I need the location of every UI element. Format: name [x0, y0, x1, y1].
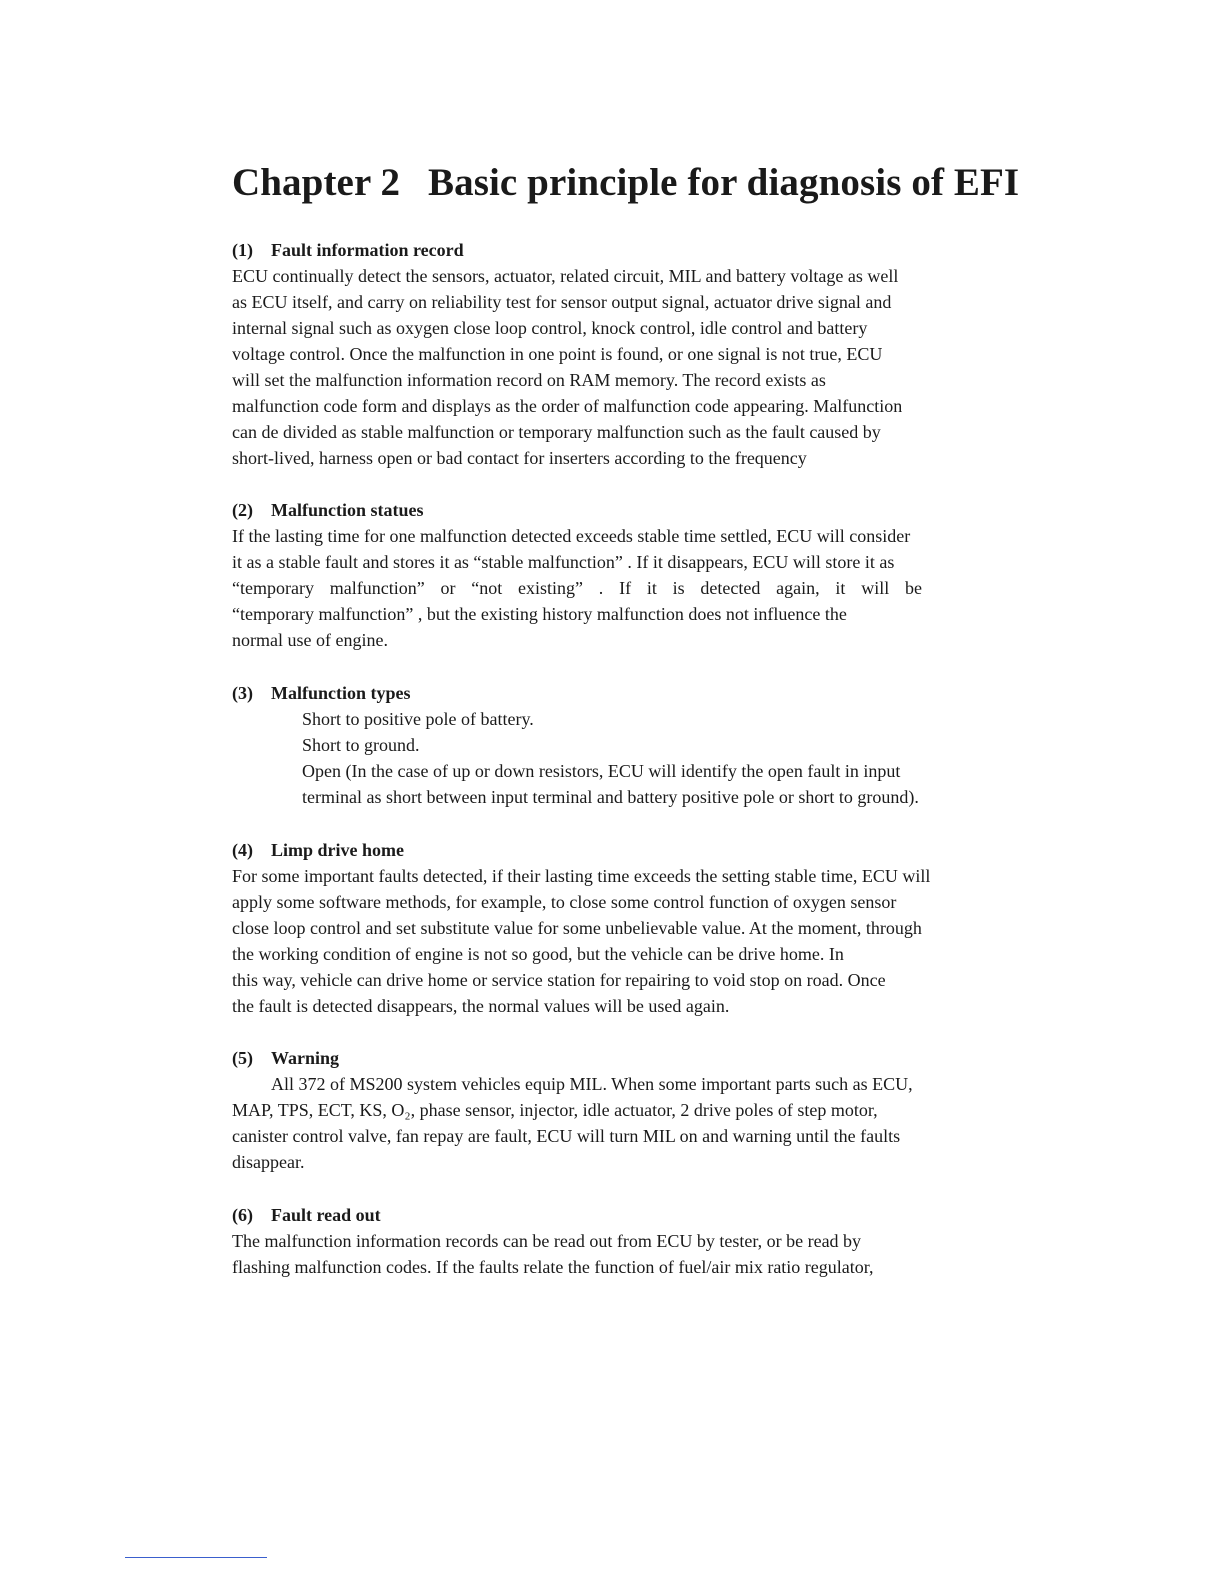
paragraph-line: normal use of engine.: [232, 630, 388, 650]
section-title: Malfunction statues: [271, 500, 424, 520]
paragraph-line: this way, vehicle can drive home or service station for repairing to void stop on road. Once: [232, 970, 886, 990]
paragraph-line: it as a stable fault and stores it as “stable malfunction” . If it disappears, ECU will store it as: [232, 552, 895, 572]
footnote-separator: [125, 1557, 267, 1558]
paragraph-line: “temporary malfunction” or “not existing” . If it is detected again, it will be: [232, 578, 922, 598]
paragraph-line: The malfunction information records can be read out from ECU by tester, or be read by: [232, 1231, 862, 1251]
page-body: [232, 0, 1020, 1584]
paragraph-line: malfunction code form and displays as the order of malfunction code appearing. Malfunction: [232, 396, 903, 416]
section-heading: [232, 237, 1012, 263]
section-title: Limp drive home: [271, 840, 404, 860]
paragraph-line: MAP, TPS, ECT, KS, O₂, phase sensor, injector, idle actuator, 2 drive poles of step motor,: [232, 1100, 878, 1120]
section-title: Malfunction types: [271, 683, 411, 703]
section-number: (4): [232, 840, 253, 860]
paragraph-line: will set the malfunction information record on RAM memory. The record exists as: [232, 370, 826, 390]
section-number: (6): [232, 1205, 253, 1225]
chapter-number: Chapter 2: [232, 161, 401, 204]
list-item: terminal as short between input terminal and battery positive pole or short to ground).: [302, 787, 919, 807]
paragraph-line: disappear.: [232, 1152, 305, 1172]
section-malfunction-types: [232, 680, 1012, 810]
section-number: (5): [232, 1048, 253, 1068]
paragraph-line: the working condition of engine is not so good, but the vehicle can be drive home. In: [232, 944, 844, 964]
paragraph-line: voltage control. Once the malfunction in one point is found, or one signal is not true, ECU: [232, 344, 883, 364]
section-title: Fault read out: [271, 1205, 381, 1225]
list-item: Open (In the case of up or down resistors, ECU will identify the open fault in input: [302, 761, 901, 781]
section-number: (1): [232, 240, 253, 260]
list-item: Short to positive pole of battery.: [302, 709, 534, 729]
paragraph-line: internal signal such as oxygen close loop control, knock control, idle control and battery: [232, 318, 868, 338]
paragraph-line: canister control valve, fan repay are fault, ECU will turn MIL on and warning until the faults: [232, 1126, 901, 1146]
section-heading: [232, 497, 1012, 523]
paragraph-line: If the lasting time for one malfunction detected exceeds stable time settled, ECU will consider: [232, 526, 911, 546]
chapter-title: [232, 160, 1019, 205]
paragraph-line: For some important faults detected, if their lasting time exceeds the setting stable time, ECU will: [232, 866, 931, 886]
section-malfunction-statues: [232, 497, 1012, 653]
section-number: (3): [232, 683, 253, 703]
paragraph-line: “temporary malfunction” , but the existing history malfunction does not influence the: [232, 604, 847, 624]
paragraph-line: close loop control and set substitute value for some unbelievable value. At the moment, through: [232, 918, 922, 938]
section-title: Fault information record: [271, 240, 464, 260]
paragraph-line: as ECU itself, and carry on reliability test for sensor output signal, actuator drive signal and: [232, 292, 892, 312]
section-heading: [232, 837, 1012, 863]
paragraph-line: apply some software methods, for example, to close some control function of oxygen sensor: [232, 892, 897, 912]
section-warning: [232, 1045, 1012, 1175]
paragraph-line: flashing malfunction codes. If the faults relate the function of fuel/air mix ratio regulator,: [232, 1257, 874, 1277]
section-limp-drive-home: [232, 837, 1012, 1019]
section-title: Warning: [271, 1048, 340, 1068]
paragraph-line: can de divided as stable malfunction or temporary malfunction such as the fault caused by: [232, 422, 881, 442]
section-fault-read-out: [232, 1202, 1012, 1280]
paragraph-line: All 372 of MS200 system vehicles equip MIL. When some important parts such as ECU,: [271, 1074, 913, 1094]
section-heading: [232, 1202, 1012, 1228]
section-number: (2): [232, 500, 253, 520]
chapter-heading: Basic principle for diagnosis of EFI: [428, 161, 1020, 204]
paragraph-line: ECU continually detect the sensors, actuator, related circuit, MIL and battery voltage as well: [232, 266, 899, 286]
list-item: Short to ground.: [302, 735, 420, 755]
section-heading: [232, 1045, 1012, 1071]
paragraph-line: short-lived, harness open or bad contact for inserters according to the frequency: [232, 448, 807, 468]
paragraph-line: the fault is detected disappears, the normal values will be used again.: [232, 996, 730, 1016]
section-heading: [232, 680, 1012, 706]
section-fault-information-record: [232, 237, 1012, 471]
